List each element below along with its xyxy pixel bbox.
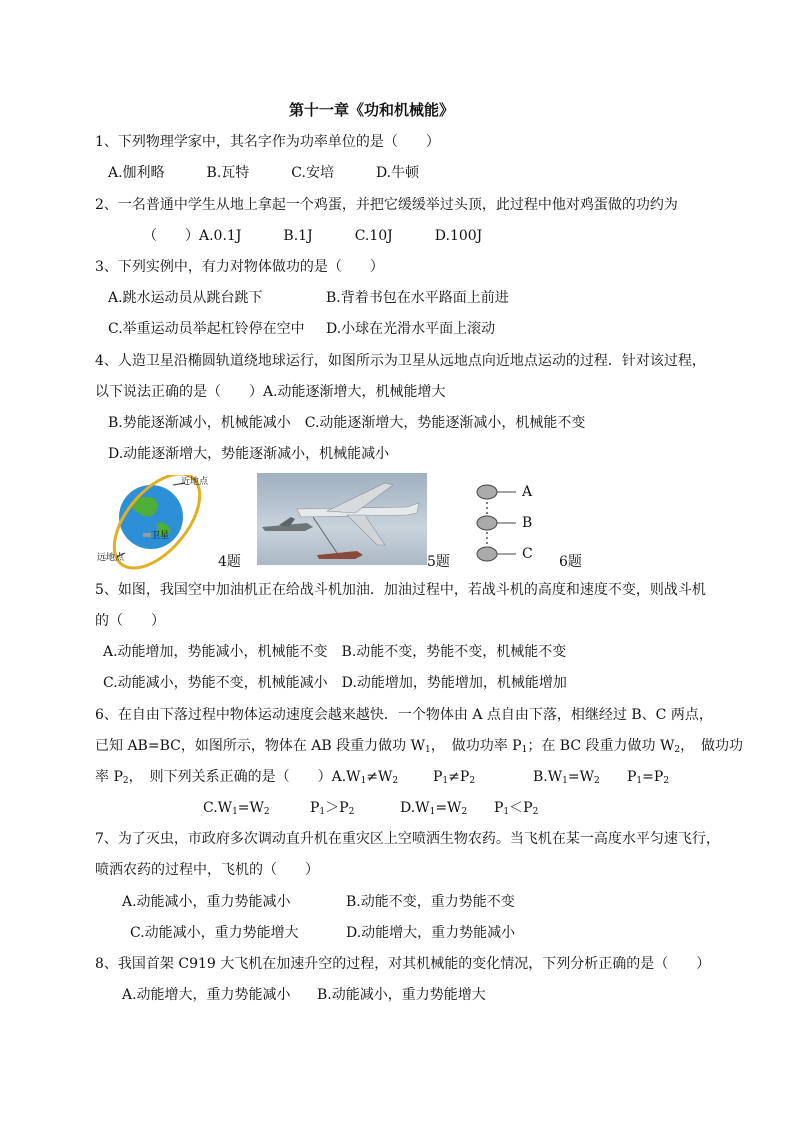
question-3-option-c: C.举重运动员举起杠铃停在空中 [108,321,305,337]
question-6-stem-line3: 率 $P_2$， 则下列关系正确的是（ ）$A.W_1\ne W_2$ [95,769,399,786]
question-4-option-d: D.动能逐渐增大，势能逐渐减小，机械能减小 [108,446,390,462]
question-7-option-d: D.动能增大，重力势能减小 [346,925,516,941]
question-8-option-b: B.动能减小，重力势能增大 [317,987,486,1003]
question-3-option-b: B.背着书包在水平路面上前进 [326,290,509,306]
question-6-option-c-power: $P_1>P_2$ [310,800,355,817]
question-5-options-ab: A.动能增加，势能减小，机械能不变 B.动能不变，势能不变，机械能不变 [103,644,567,660]
question-2-options: （ ）A.0.1J B.1J C.10J D.100J [143,228,483,244]
question-6-option-c-work: $C.W_1=W_2$ [203,800,270,817]
question-8-stem: 8、我国首架 C919 大飞机在加速升空的过程，对其机械能的变化情况，下列分析正确的是（ ） [95,956,711,972]
point-c-label: C [522,546,533,562]
satellite-figure [95,475,235,570]
question-4-stem-line1: 4、人造卫星沿椭圆轨道绕地球运行，如图所示为卫星从远地点向近地点运动的过程．针对该过程， [95,353,706,369]
question-6-option-b-power: $P_1=P_2$ [627,769,670,786]
question-6-option-d-work: $D.W_1=W_2$ [400,800,468,817]
question-6-option-a-power: $P_1\ne P_2$ [433,769,476,786]
question-3-stem: 3、下列实例中，有力对物体做功的是（ ） [95,259,384,275]
point-a-label: A [522,484,533,500]
point-b-label: B [522,515,533,531]
question-6-stem-line2: 已知 AB=BC，如图所示，物体在 AB 段重力做功 $W_1$， 做功功率 $P_1$；在 BC 段重力做功 $W_2$， 做功功 [95,738,744,755]
question-1-stem: 1、下列物理学家中，其名字作为功率单位的是（ ） [95,134,440,150]
figure-5-caption: 5题 [427,554,450,570]
refueling-aircraft-photo [257,473,427,565]
near-point-label: 近地点 [181,477,209,487]
question-4-stem-line2: 以下说法正确的是（ ）A.动能逐渐增大，机械能增大 [95,384,446,400]
question-6-stem-line1: 6、在自由下落过程中物体运动速度会越来越快．一个物体由 A 点自由下落，相继经过 B、C 两点， [95,707,713,723]
figure-4-caption: 4题 [218,554,241,570]
question-7-option-b: B.动能不变，重力势能不变 [346,894,515,910]
question-5-stem-line2: 的（ ） [95,613,165,629]
question-8-option-a: A.动能增大，重力势能减小 [122,987,291,1003]
question-7-option-c: C.动能减小，重力势能增大 [130,925,299,941]
question-6-option-d-power: $P_1<P_2$ [494,800,539,817]
question-5-options-cd: C.动能减小，势能不变，机械能减小 D.动能增加，势能增加，机械能增加 [103,675,567,691]
far-point-label: 远地点 [97,553,125,563]
question-5-stem-line1: 5、如图，我国空中加油机正在给战斗机加油．加油过程中，若战斗机的高度和速度不变，则战斗机 [95,582,706,598]
question-7-option-a: A.动能减小，重力势能减小 [122,894,291,910]
figure-6-caption: 6题 [559,554,582,570]
page-title: 第十一章《功和机械能》 [289,101,455,119]
question-7-stem-line1: 7、为了灭虫，市政府多次调动直升机在重灾区上空喷洒生物农药。当飞机在某一高度水平匀速飞行， [95,831,720,847]
question-1-options: A.伽利略 B.瓦特 C.安培 D.牛顿 [108,165,420,181]
question-7-stem-line2: 喷洒农药的过程中，飞机的（ ） [95,862,319,878]
falling-points-figure [470,482,550,564]
satellite-label: 卫星 [151,531,170,541]
question-2-stem: 2、一名普通中学生从地上拿起一个鸡蛋，并把它缓缓举过头顶，此过程中他对鸡蛋做的功约为 [95,197,678,213]
question-4-options-bc: B.势能逐渐减小，机械能减小 C.动能逐渐增大，势能逐渐减小，机械能不变 [108,415,586,431]
question-6-option-b-work: $B.W_1=W_2$ [533,769,600,786]
question-3-option-a: A.跳水运动员从跳台跳下 [108,290,263,306]
question-3-option-d: D.小球在光滑水平面上滚动 [326,321,496,337]
